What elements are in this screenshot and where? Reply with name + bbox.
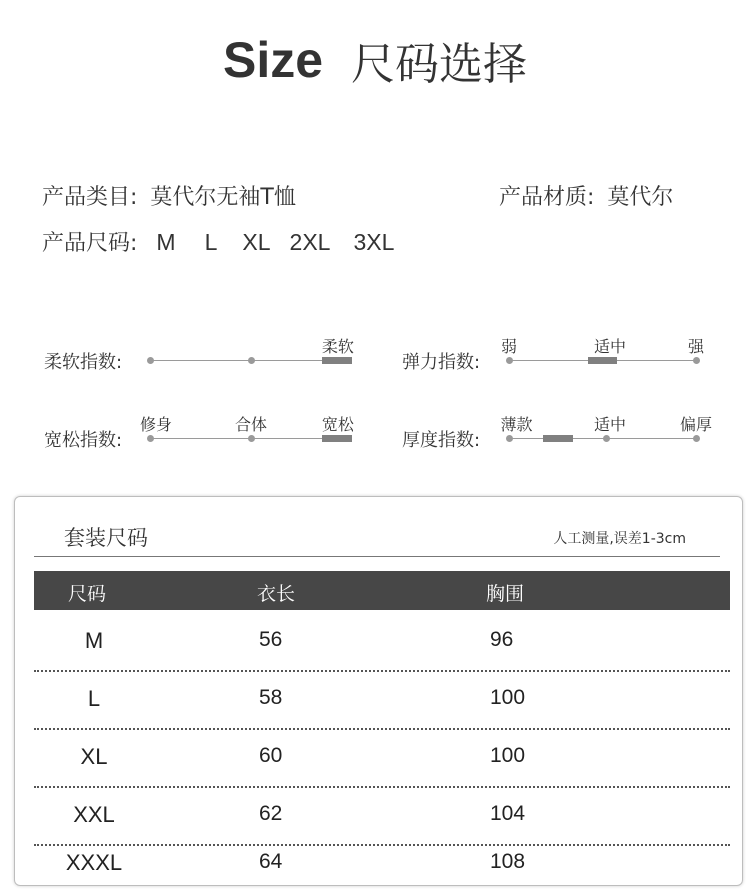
category-value: 莫代尔无袖T恤 [150, 185, 296, 210]
title-chinese: 尺码选择 [351, 39, 528, 90]
table-row [34, 616, 730, 672]
cell-size: XXL [73, 802, 115, 827]
category-line [42, 180, 296, 211]
scale-tick-label: 弱 [500, 337, 518, 356]
scale-tick-label: 薄款 [500, 415, 533, 434]
table-header [34, 571, 730, 610]
scale-tick-label: 柔软 [321, 337, 354, 356]
title-english: Size [222, 32, 324, 88]
cell-chest: 96 [490, 628, 514, 651]
looseness-scale [140, 412, 354, 452]
softness-level-bar [322, 357, 352, 364]
cell-size: L [87, 686, 101, 711]
scale-dot [506, 357, 513, 364]
scale-dot [147, 435, 154, 442]
size-option: L [204, 229, 218, 255]
cell-length: 62 [259, 802, 283, 825]
scale-dot [506, 435, 513, 442]
scale-tick-label: 适中 [593, 415, 626, 434]
table-title-divider [34, 556, 720, 557]
size-option: XL [242, 229, 271, 255]
size-option: 3XL [353, 229, 395, 255]
elasticity-level-bar [588, 357, 618, 364]
size-option: M [156, 229, 176, 255]
row-divider [34, 670, 730, 672]
page-title [0, 28, 750, 92]
looseness-level-bar [322, 435, 352, 442]
cell-chest: 100 [490, 686, 526, 709]
material-line [499, 180, 673, 211]
thickness-scale [500, 412, 713, 452]
softness-label: 柔软指数: [44, 352, 123, 373]
cell-length: 64 [259, 850, 283, 873]
elasticity-scale [500, 334, 705, 374]
cell-size: XXXL [65, 850, 123, 875]
cell-length: 58 [259, 686, 283, 709]
thickness-label: 厚度指数: [402, 430, 481, 451]
size-line [42, 226, 416, 257]
measurement-note: 人工测量,误差1-3cm [553, 531, 686, 547]
table-row [34, 674, 730, 730]
row-divider [34, 786, 730, 788]
thickness-level-bar [543, 435, 573, 442]
scale-dot [693, 435, 700, 442]
scale-dot [248, 357, 255, 364]
cell-length: 56 [259, 628, 283, 651]
scale-dot [248, 435, 255, 442]
table-title: 套装尺码 [64, 526, 148, 550]
cell-size: XL [80, 744, 108, 769]
scale-dot [693, 357, 700, 364]
scale-tick-label: 宽松 [321, 415, 354, 434]
scale-tick-label: 强 [687, 337, 705, 356]
softness-scale [150, 334, 352, 374]
material-label: 产品材质: [499, 185, 595, 210]
header-size: 尺码 [68, 583, 107, 605]
table-row [34, 732, 730, 788]
cell-length: 60 [259, 744, 283, 767]
cell-chest: 104 [490, 802, 526, 825]
scale-tick-label: 偏厚 [679, 415, 713, 434]
size-option: 2XL [289, 229, 331, 255]
cell-chest: 100 [490, 744, 526, 767]
scale-dot [147, 357, 154, 364]
cell-size: M [84, 628, 104, 653]
scale-tick-label: 修身 [140, 415, 173, 434]
scale-tick-label: 合体 [234, 415, 268, 434]
scale-tick-label: 适中 [593, 337, 626, 356]
looseness-label: 宽松指数: [44, 430, 123, 451]
size-list [156, 231, 416, 256]
material-value: 莫代尔 [607, 185, 674, 210]
row-divider [34, 728, 730, 730]
header-length: 衣长 [257, 583, 296, 605]
size-label: 产品尺码: [42, 231, 138, 256]
table-row [34, 836, 730, 882]
cell-chest: 108 [490, 850, 526, 873]
header-chest: 胸围 [486, 583, 525, 605]
scale-dot [603, 435, 610, 442]
elasticity-label: 弹力指数: [402, 352, 481, 373]
category-label: 产品类目: [42, 185, 138, 210]
